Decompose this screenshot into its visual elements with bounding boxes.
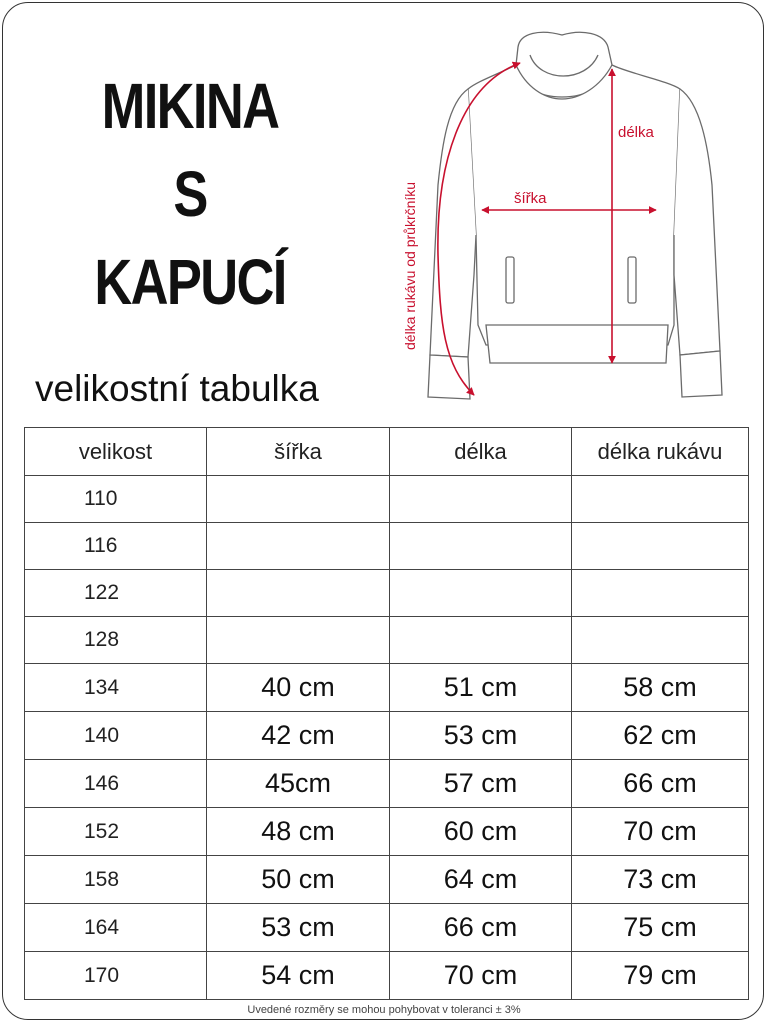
sleeve-cell	[572, 617, 749, 664]
width-cell	[207, 476, 390, 523]
length-cell: 57 cm	[390, 760, 572, 808]
size-cell: 116	[25, 523, 207, 570]
table-header-row	[25, 428, 749, 476]
length-cell	[390, 617, 572, 664]
width-cell: 40 cm	[207, 664, 390, 712]
table-row	[25, 664, 749, 712]
length-cell	[390, 523, 572, 570]
size-cell: 146	[25, 760, 207, 808]
width-cell	[207, 570, 390, 617]
width-cell	[207, 523, 390, 570]
sleeve-cell	[572, 570, 749, 617]
width-cell: 45cm	[207, 760, 390, 808]
sleeve-cell: 75 cm	[572, 904, 749, 952]
header-width: šířka	[207, 428, 390, 476]
size-table	[24, 427, 749, 1000]
size-cell: 134	[25, 664, 207, 712]
sleeve-cell	[572, 523, 749, 570]
table-subtitle: velikostní tabulka	[35, 368, 319, 409]
product-title	[67, 62, 313, 326]
table-row	[25, 760, 749, 808]
hoodie-outline	[428, 32, 722, 399]
title-line: MIKINA	[101, 70, 279, 142]
width-cell: 54 cm	[207, 952, 390, 1000]
table-row	[25, 617, 749, 664]
table-row	[25, 952, 749, 1000]
size-cell: 170	[25, 952, 207, 1000]
width-cell: 48 cm	[207, 808, 390, 856]
width-cell: 50 cm	[207, 856, 390, 904]
width-cell	[207, 617, 390, 664]
header-size: velikost	[25, 428, 207, 476]
sleeve-cell: 66 cm	[572, 760, 749, 808]
title-line: S	[173, 158, 207, 230]
table-row	[25, 712, 749, 760]
table-row	[25, 476, 749, 523]
width-label: šířka	[514, 190, 547, 207]
length-label: délka	[618, 124, 654, 141]
sleeve-cell: 70 cm	[572, 808, 749, 856]
table-row	[25, 523, 749, 570]
table-row	[25, 856, 749, 904]
table-row	[25, 904, 749, 952]
width-cell: 53 cm	[207, 904, 390, 952]
size-cell: 122	[25, 570, 207, 617]
sleeve-cell: 73 cm	[572, 856, 749, 904]
title-line: KAPUCÍ	[94, 246, 286, 318]
size-cell: 140	[25, 712, 207, 760]
table-row	[25, 808, 749, 856]
length-cell: 53 cm	[390, 712, 572, 760]
sleeve-label: délka rukávu od průkrčníku	[402, 181, 418, 350]
sleeve-cell: 58 cm	[572, 664, 749, 712]
size-cell: 128	[25, 617, 207, 664]
length-cell: 51 cm	[390, 664, 572, 712]
size-cell: 110	[25, 476, 207, 523]
sleeve-cell: 79 cm	[572, 952, 749, 1000]
table-row	[25, 570, 749, 617]
size-cell: 158	[25, 856, 207, 904]
size-cell: 152	[25, 808, 207, 856]
width-cell: 42 cm	[207, 712, 390, 760]
sleeve-cell	[572, 476, 749, 523]
header-length: délka	[390, 428, 572, 476]
sleeve-cell: 62 cm	[572, 712, 749, 760]
hoodie-diagram	[390, 25, 740, 410]
length-cell	[390, 476, 572, 523]
length-cell: 70 cm	[390, 952, 572, 1000]
header-sleeve: délka rukávu	[572, 428, 749, 476]
length-cell: 66 cm	[390, 904, 572, 952]
length-cell: 64 cm	[390, 856, 572, 904]
length-cell: 60 cm	[390, 808, 572, 856]
tolerance-note: Uvedené rozměry se mohou pohybovat v toleranci ± 3%	[247, 1004, 521, 1016]
length-cell	[390, 570, 572, 617]
size-cell: 164	[25, 904, 207, 952]
